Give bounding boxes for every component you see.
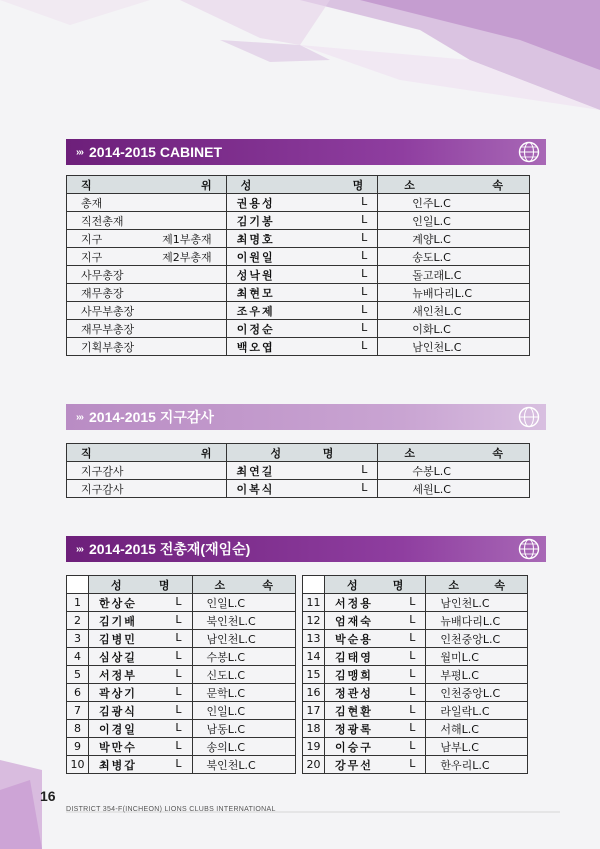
club-cell: 수봉L.C — [192, 648, 296, 666]
name-suffix: L — [175, 738, 182, 752]
name-suffix: L — [361, 480, 368, 494]
chevrons-icon: ››› — [76, 411, 83, 423]
name-suffix: L — [175, 684, 182, 698]
club-cell: 한우리L.C — [426, 756, 528, 774]
past-section-header — [66, 536, 546, 562]
club-cell: 인일L.C — [192, 702, 296, 720]
position-cell: 지구 제1부총재 — [67, 230, 227, 248]
header-name: 성 명 — [226, 176, 378, 194]
club-cell: 신도L.C — [192, 666, 296, 684]
name-suffix: L — [175, 594, 182, 608]
name-suffix: L — [409, 594, 416, 608]
name-cell — [226, 302, 378, 320]
name-cell — [226, 230, 378, 248]
name-cell — [88, 738, 192, 756]
row-number: 20 — [303, 756, 325, 774]
header-club: 소 속 — [378, 444, 530, 462]
person-name: 최병갑 — [98, 758, 137, 772]
table-row — [67, 248, 530, 266]
club-cell: 북인천L.C — [192, 612, 296, 630]
header-no — [67, 576, 89, 594]
table-row — [303, 720, 528, 738]
person-name: 김병민 — [98, 632, 137, 646]
name-suffix: L — [409, 666, 416, 680]
name-cell — [226, 266, 378, 284]
club-cell: 돌고래L.C — [378, 266, 530, 284]
club-cell: 뉴배다리L.C — [378, 284, 530, 302]
name-cell — [226, 480, 378, 498]
name-cell — [324, 684, 425, 702]
position-cell: 지구 제2부총재 — [67, 248, 227, 266]
table-header-row — [67, 444, 530, 462]
position-cell: 사무부총장 — [67, 302, 227, 320]
cabinet-table — [66, 175, 530, 356]
person-name: 한상순 — [98, 596, 137, 610]
person-name: 김기배 — [98, 614, 137, 628]
club-cell: 이화L.C — [378, 320, 530, 338]
person-name: 이복식 — [236, 482, 275, 496]
person-name: 곽상기 — [98, 686, 137, 700]
name-suffix: L — [361, 302, 368, 316]
name-cell — [88, 684, 192, 702]
row-number: 17 — [303, 702, 325, 720]
position-cell: 지구감사 — [67, 480, 227, 498]
name-suffix: L — [361, 212, 368, 226]
name-cell — [88, 612, 192, 630]
table-row — [67, 338, 530, 356]
header-name: 성 명 — [324, 576, 425, 594]
name-cell — [226, 284, 378, 302]
club-cell: 월미L.C — [426, 648, 528, 666]
name-suffix: L — [361, 194, 368, 208]
name-suffix: L — [409, 738, 416, 752]
club-cell: 계양L.C — [378, 230, 530, 248]
row-number: 14 — [303, 648, 325, 666]
name-cell — [324, 612, 425, 630]
club-cell: 인천중앙L.C — [426, 630, 528, 648]
chevrons-icon: ››› — [76, 543, 83, 555]
cabinet-section-header — [66, 139, 546, 165]
person-name: 서정용 — [334, 596, 373, 610]
club-cell: 인천중앙L.C — [426, 684, 528, 702]
name-suffix: L — [361, 462, 368, 476]
position-cell: 총재 — [67, 194, 227, 212]
table-row — [67, 702, 296, 720]
globe-icon — [518, 538, 540, 560]
name-suffix: L — [175, 630, 182, 644]
name-suffix: L — [175, 720, 182, 734]
club-cell: 남인천L.C — [192, 630, 296, 648]
club-cell: 라일락L.C — [426, 702, 528, 720]
club-cell: 새인천L.C — [378, 302, 530, 320]
person-name: 이경일 — [98, 722, 137, 736]
person-name: 최명호 — [236, 232, 275, 246]
table-row — [67, 212, 530, 230]
club-cell: 남인천L.C — [426, 594, 528, 612]
person-name: 김맹희 — [334, 668, 373, 682]
row-number: 18 — [303, 720, 325, 738]
past-title: 2014-2015 전총재(재임순) — [89, 541, 251, 557]
auditor-title: 2014-2015 지구감사 — [89, 409, 214, 425]
globe-icon — [518, 406, 540, 428]
page-number: 16 — [40, 788, 56, 804]
name-suffix: L — [409, 630, 416, 644]
table-header-row — [67, 176, 530, 194]
person-name: 조우제 — [236, 304, 275, 318]
table-row — [67, 720, 296, 738]
name-cell — [324, 720, 425, 738]
club-cell: 남동L.C — [192, 720, 296, 738]
name-cell — [324, 648, 425, 666]
name-suffix: L — [409, 756, 416, 770]
row-number: 1 — [67, 594, 89, 612]
club-cell: 송의L.C — [192, 738, 296, 756]
row-number: 4 — [67, 648, 89, 666]
person-name: 이원일 — [236, 250, 275, 264]
name-suffix: L — [409, 702, 416, 716]
globe-icon — [518, 141, 540, 163]
cabinet-title: 2014-2015 CABINET — [89, 144, 223, 160]
auditor-section-header — [66, 404, 546, 430]
footer-text: DISTRICT 354-F(INCHEON) LIONS CLUBS INTERNATIONAL — [66, 806, 276, 813]
person-name: 정관성 — [334, 686, 373, 700]
row-number: 9 — [67, 738, 89, 756]
club-cell: 인일L.C — [192, 594, 296, 612]
person-name: 최연길 — [236, 464, 275, 478]
club-cell: 수봉L.C — [378, 462, 530, 480]
name-cell — [88, 630, 192, 648]
name-suffix: L — [175, 666, 182, 680]
name-cell — [226, 320, 378, 338]
name-cell — [88, 720, 192, 738]
table-row — [67, 480, 530, 498]
name-suffix: L — [361, 230, 368, 244]
header-no — [303, 576, 325, 594]
table-row — [67, 666, 296, 684]
name-cell — [88, 756, 192, 774]
name-cell — [88, 594, 192, 612]
person-name: 최현모 — [236, 286, 275, 300]
table-row — [303, 684, 528, 702]
header-position: 직 위 — [67, 444, 227, 462]
row-number: 13 — [303, 630, 325, 648]
row-number: 2 — [67, 612, 89, 630]
position-cell: 기획부총장 — [67, 338, 227, 356]
position-cell: 지구감사 — [67, 462, 227, 480]
person-name: 이정순 — [236, 322, 275, 336]
position-cell: 재무총장 — [67, 284, 227, 302]
club-cell: 남인천L.C — [378, 338, 530, 356]
table-row — [67, 756, 296, 774]
name-cell — [324, 630, 425, 648]
header-club: 소 속 — [426, 576, 528, 594]
name-cell — [324, 666, 425, 684]
header-position: 직 위 — [67, 176, 227, 194]
name-cell — [324, 594, 425, 612]
position-cell: 사무총장 — [67, 266, 227, 284]
club-cell: 문학L.C — [192, 684, 296, 702]
person-name: 서정부 — [98, 668, 137, 682]
table-header-row — [303, 576, 528, 594]
person-name: 정광록 — [334, 722, 373, 736]
club-cell: 남부L.C — [426, 738, 528, 756]
row-number: 19 — [303, 738, 325, 756]
name-cell — [324, 756, 425, 774]
row-number: 8 — [67, 720, 89, 738]
person-name: 강무선 — [334, 758, 373, 772]
name-cell — [324, 738, 425, 756]
header-name: 성 명 — [226, 444, 378, 462]
person-name: 이승구 — [334, 740, 373, 754]
name-cell — [226, 248, 378, 266]
name-suffix: L — [361, 284, 368, 298]
name-suffix: L — [361, 248, 368, 262]
person-name: 성낙원 — [236, 268, 275, 282]
name-cell — [324, 702, 425, 720]
auditor-table — [66, 443, 530, 498]
row-number: 12 — [303, 612, 325, 630]
name-suffix: L — [409, 648, 416, 662]
table-row — [303, 738, 528, 756]
table-row — [67, 738, 296, 756]
table-row — [67, 630, 296, 648]
name-suffix: L — [361, 320, 368, 334]
club-cell: 인주L.C — [378, 194, 530, 212]
name-cell — [88, 702, 192, 720]
table-row — [67, 194, 530, 212]
name-cell — [226, 462, 378, 480]
club-cell: 송도L.C — [378, 248, 530, 266]
table-row — [303, 648, 528, 666]
header-name: 성 명 — [88, 576, 192, 594]
name-cell — [226, 194, 378, 212]
table-row — [303, 594, 528, 612]
name-suffix: L — [175, 648, 182, 662]
table-row — [67, 648, 296, 666]
name-suffix: L — [409, 720, 416, 734]
table-row — [67, 302, 530, 320]
table-row — [67, 266, 530, 284]
person-name: 백오엽 — [236, 340, 275, 354]
row-number: 15 — [303, 666, 325, 684]
person-name: 김기봉 — [236, 214, 275, 228]
header-club: 소 속 — [378, 176, 530, 194]
club-cell: 부평L.C — [426, 666, 528, 684]
person-name: 엄재숙 — [334, 614, 373, 628]
position-cell: 재무부총장 — [67, 320, 227, 338]
name-cell — [226, 212, 378, 230]
name-suffix: L — [361, 338, 368, 352]
past-table-left — [66, 575, 296, 774]
row-number: 16 — [303, 684, 325, 702]
club-cell: 서해L.C — [426, 720, 528, 738]
name-cell — [88, 666, 192, 684]
position-cell: 직전총재 — [67, 212, 227, 230]
row-number: 3 — [67, 630, 89, 648]
name-suffix: L — [409, 612, 416, 626]
person-name: 김태영 — [334, 650, 373, 664]
table-header-row — [67, 576, 296, 594]
person-name: 심상길 — [98, 650, 137, 664]
table-row — [303, 630, 528, 648]
person-name: 박만수 — [98, 740, 137, 754]
past-table-right — [302, 575, 528, 774]
row-number: 6 — [67, 684, 89, 702]
chevrons-icon: ››› — [76, 146, 83, 158]
name-suffix: L — [175, 612, 182, 626]
person-name: 권용성 — [236, 196, 275, 210]
club-cell: 인일L.C — [378, 212, 530, 230]
table-row — [303, 756, 528, 774]
row-number: 10 — [67, 756, 89, 774]
club-cell: 세원L.C — [378, 480, 530, 498]
name-cell — [88, 648, 192, 666]
table-row — [67, 612, 296, 630]
header-club: 소 속 — [192, 576, 296, 594]
table-row — [67, 594, 296, 612]
table-row — [303, 666, 528, 684]
name-suffix: L — [175, 756, 182, 770]
person-name: 김광식 — [98, 704, 137, 718]
table-row — [303, 702, 528, 720]
name-suffix: L — [175, 702, 182, 716]
table-row — [67, 684, 296, 702]
name-cell — [226, 338, 378, 356]
table-row — [67, 320, 530, 338]
club-cell: 뉴배다리L.C — [426, 612, 528, 630]
row-number: 5 — [67, 666, 89, 684]
table-row — [67, 284, 530, 302]
table-row — [303, 612, 528, 630]
club-cell: 북인천L.C — [192, 756, 296, 774]
row-number: 7 — [67, 702, 89, 720]
row-number: 11 — [303, 594, 325, 612]
person-name: 박순용 — [334, 632, 373, 646]
name-suffix: L — [361, 266, 368, 280]
name-suffix: L — [409, 684, 416, 698]
table-row — [67, 462, 530, 480]
table-row — [67, 230, 530, 248]
person-name: 김현환 — [334, 704, 373, 718]
